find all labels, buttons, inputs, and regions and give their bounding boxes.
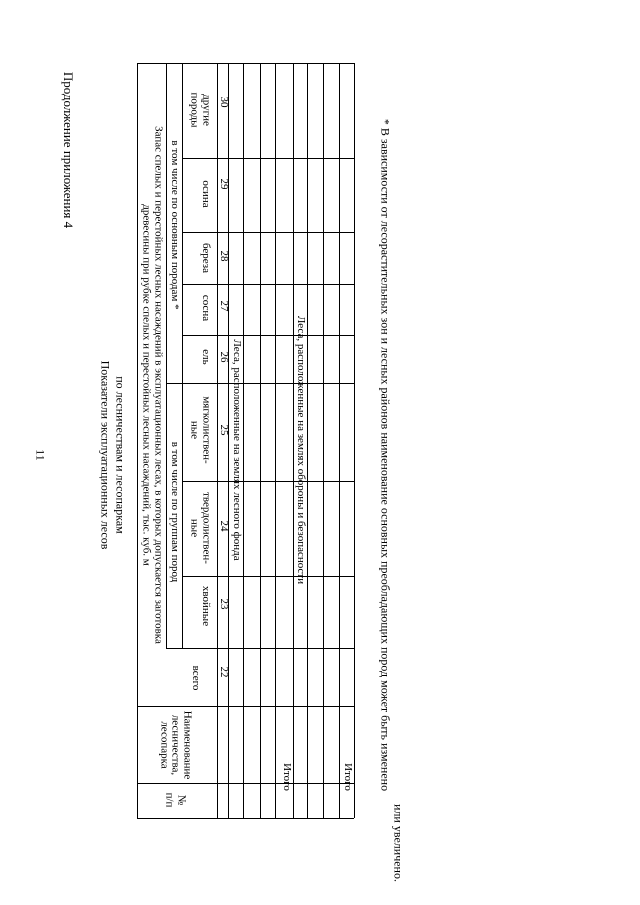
col-other-header (188, 92, 211, 127)
col-name-line1: Наименование (181, 710, 194, 780)
total-row-1: Итого (280, 763, 293, 791)
col-name-line3: лесопарка (158, 721, 171, 769)
row-line (307, 63, 308, 818)
grid-seg (228, 232, 354, 233)
page-number: 11 (33, 449, 48, 461)
grid-seg (228, 158, 354, 159)
col-number: 29 (217, 178, 230, 190)
grid-seg (228, 576, 354, 577)
col-num-line1: № (175, 794, 188, 806)
row-line (260, 63, 261, 818)
section-forest-fund: Леса, расположенные на землях лесного фонда (230, 339, 243, 561)
table-title-line2: по лесничествам и лесопаркам (113, 376, 128, 534)
row-line (275, 63, 276, 818)
col-other-line1: другие (200, 94, 213, 126)
groups-divider (166, 383, 228, 384)
col-other-line2: породы (189, 92, 201, 128)
col-number: 27 (217, 300, 230, 312)
col-number: 30 (217, 96, 230, 108)
col-number: 28 (217, 250, 230, 262)
col-soft-line1: мягколиствен- (200, 396, 213, 464)
col-numbers-top (217, 63, 218, 818)
col-hard-line2: ные (189, 518, 201, 538)
col-conifer-header: хвойные (199, 585, 212, 627)
total-row-2: Итого (341, 763, 354, 791)
row-line (339, 63, 340, 818)
col-name-header (158, 711, 193, 780)
col-soft-line2: ные (189, 420, 201, 440)
col-hard-line1: твердолиствен- (200, 492, 213, 564)
main-header-line1: Запас спелых и перестойных лесных насаждений в эксплуатационных лесах, в которых допускается заготовка (152, 126, 165, 644)
grid-seg (228, 383, 354, 384)
birch-divider (182, 232, 228, 233)
main-header-divider (166, 63, 167, 648)
col-num-line2: п/п (164, 792, 176, 808)
grid-seg (228, 284, 354, 285)
group-main-header: в том числе по основным породам * (168, 140, 181, 310)
table-border-top (137, 63, 354, 64)
col-number: 23 (217, 598, 230, 610)
col-total-header: всего (189, 665, 202, 691)
col-name-line2: лесничества, (169, 714, 182, 776)
num-col-divider (137, 783, 354, 784)
conifer-divider (182, 576, 228, 577)
hard-divider (182, 481, 228, 482)
col-aspen-header: осина (199, 180, 212, 208)
grid-seg (228, 335, 354, 336)
col-number: 26 (217, 351, 230, 363)
aspen-divider (182, 158, 228, 159)
main-header-line2: древесины при рубке спелых и перестойных лесных насаждений, тыс. куб. м (141, 204, 153, 566)
row-line (243, 63, 244, 818)
col-number: 25 (217, 424, 230, 436)
col-pine-header: сосна (199, 294, 212, 322)
table-title-line1: Показатели эксплуатационных лесов (98, 360, 113, 550)
grid-seg (228, 481, 354, 482)
col-spruce-header: ель (199, 349, 212, 365)
spruce-divider (182, 335, 228, 336)
col-number: 22 (217, 666, 230, 678)
pine-divider (182, 284, 228, 285)
main-header (140, 126, 163, 644)
col-num-header (163, 793, 186, 808)
table-border-left (137, 63, 138, 818)
row-line (323, 63, 324, 818)
footnote-line1: * В зависимости от лесорастительных зон и лесных районов наименование основных преобладающих пород может быть изменено (378, 118, 393, 792)
group-breeds-header: в том числе по группам пород (168, 441, 181, 583)
appendix-note: Продолжение приложения 4 (60, 71, 76, 229)
col-hard-header (188, 492, 211, 564)
subgroup-divider (182, 63, 183, 648)
col-birch-header: береза (199, 242, 212, 274)
section-defense-lands: Леса, расположенные на землях обороны и безопасности (294, 315, 307, 585)
col-soft-header (188, 396, 211, 463)
col-numbers-bottom (228, 63, 229, 818)
col-number: 24 (217, 520, 230, 532)
table-border-right (354, 63, 355, 818)
table-border-bottom (137, 818, 354, 819)
footnote-line2: или увеличено. (391, 804, 406, 882)
table-border-name-col (137, 706, 354, 707)
